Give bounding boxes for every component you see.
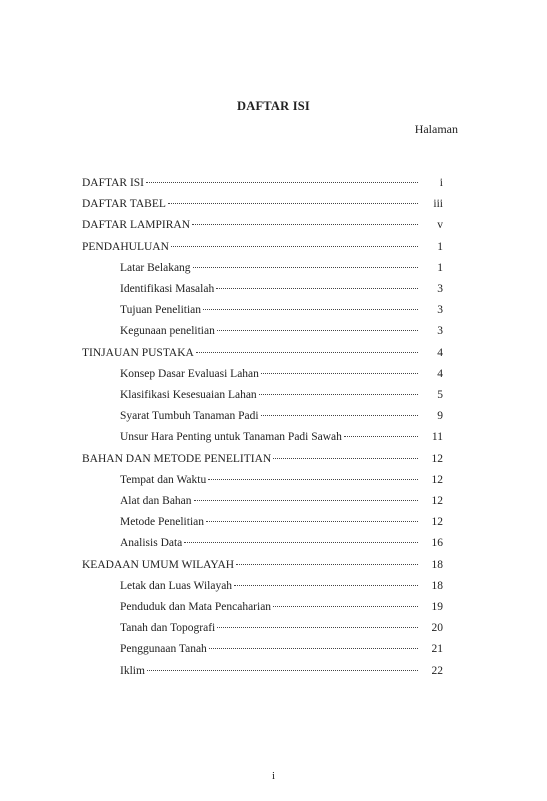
toc-entry-page-number: iii bbox=[433, 198, 443, 211]
toc-entry-label: PENDAHULUAN bbox=[82, 240, 169, 253]
toc-entry-label: Letak dan Luas Wilayah bbox=[120, 579, 233, 592]
toc-entry-page-number: 3 bbox=[437, 325, 443, 338]
toc-entry-page-number: 1 bbox=[437, 261, 443, 274]
footer-page-number: i bbox=[271, 770, 276, 782]
page-column-header: Halaman bbox=[414, 122, 458, 136]
toc-entry-page-wrap bbox=[0, 617, 547, 639]
toc-entry-label: Klasifikasi Kesesuaian Lahan bbox=[120, 389, 257, 401]
toc-entry-page-wrap bbox=[0, 575, 547, 597]
toc-entry-label: Tanah dan Topografi bbox=[120, 622, 216, 635]
toc-entry-page-wrap bbox=[0, 448, 547, 470]
toc-entry-page-wrap bbox=[0, 320, 547, 342]
toc-entry-page-number: i bbox=[439, 177, 443, 189]
toc-entry-page-number: 21 bbox=[431, 643, 443, 656]
toc-entry-page-wrap bbox=[0, 363, 547, 385]
toc-entry-page-number: 11 bbox=[431, 431, 443, 444]
toc-entry-label: DAFTAR LAMPIRAN bbox=[82, 219, 191, 232]
toc-entry-label: Unsur Hara Penting untuk Tanaman Padi Sawah bbox=[120, 431, 342, 444]
toc-entry-page-wrap bbox=[0, 384, 547, 406]
toc-entry-label: KEADAAN UMUM WILAYAH bbox=[82, 558, 235, 571]
toc-entry-page-number: 3 bbox=[437, 304, 443, 317]
toc-entry-page-wrap bbox=[0, 193, 547, 215]
toc-entry-page-number: 20 bbox=[431, 622, 443, 635]
toc-entry-page-wrap bbox=[0, 638, 547, 660]
toc-entry-page-wrap bbox=[0, 426, 547, 448]
toc-entry-page-wrap bbox=[0, 405, 547, 427]
toc-entry-label: Penggunaan Tanah bbox=[120, 643, 207, 656]
toc-entry-page-number: 12 bbox=[431, 516, 443, 529]
toc-entry-page-wrap bbox=[0, 596, 547, 618]
toc-entry-label: TINJAUAN PUSTAKA bbox=[82, 346, 194, 359]
toc-entry-page-wrap bbox=[0, 660, 547, 682]
toc-entry-label: Konsep Dasar Evaluasi Lahan bbox=[120, 367, 259, 380]
toc-entry-page-number: 1 bbox=[437, 240, 443, 253]
toc-entry-page-wrap bbox=[0, 532, 547, 554]
toc-entry-page-number: 4 bbox=[437, 367, 443, 380]
toc-entry-label: Latar Belakang bbox=[120, 261, 191, 274]
page-title: DAFTAR ISI bbox=[237, 99, 310, 113]
toc-entry-page-number: 18 bbox=[431, 579, 443, 592]
toc-entry-page-wrap bbox=[0, 257, 547, 279]
toc-entry-page-wrap bbox=[0, 469, 547, 491]
toc-entry-page-number: 4 bbox=[437, 346, 443, 359]
toc-entry-label: Metode Penelitian bbox=[120, 516, 204, 529]
toc-entry-label: Tujuan Penelitian bbox=[120, 304, 202, 317]
toc-entry-label: Analisis Data bbox=[120, 537, 183, 550]
toc-entry-label: DAFTAR ISI bbox=[82, 177, 145, 189]
toc-entry-page-number: 5 bbox=[437, 389, 443, 401]
toc-entry-page-wrap bbox=[0, 511, 547, 533]
toc-entry-page-number: 22 bbox=[431, 664, 443, 677]
toc-entry-label: Iklim bbox=[120, 664, 145, 677]
toc-entry-page-number: 19 bbox=[431, 601, 443, 613]
toc-entry-page-wrap bbox=[0, 214, 547, 236]
toc-entry-page-wrap bbox=[0, 278, 547, 300]
toc-entry-page-number: 12 bbox=[431, 452, 443, 465]
toc-entry-label: Kegunaan penelitian bbox=[120, 325, 215, 338]
toc-entry-label: Tempat dan Waktu bbox=[120, 473, 207, 486]
toc-entry-page-wrap bbox=[0, 554, 547, 576]
toc-entry-page-number: 16 bbox=[431, 537, 443, 550]
toc-entry-page-number: 18 bbox=[431, 558, 443, 571]
toc-entry-label: Penduduk dan Mata Pencaharian bbox=[120, 601, 272, 613]
toc-entry-page-number: 3 bbox=[437, 283, 443, 295]
toc-entry-label: Identifikasi Masalah bbox=[120, 283, 215, 295]
toc-entry-page-wrap bbox=[0, 299, 547, 321]
toc-entry-page-number: v bbox=[437, 219, 443, 232]
toc-entry-label: BAHAN DAN METODE PENELITIAN bbox=[82, 452, 272, 465]
toc-entry-page-wrap bbox=[0, 172, 547, 194]
toc-entry-page-number: 12 bbox=[431, 495, 443, 507]
toc-entry-page-wrap bbox=[0, 342, 547, 364]
toc-entry-label: Alat dan Bahan bbox=[120, 495, 192, 507]
toc-entry-label: Syarat Tumbuh Tanaman Padi bbox=[120, 410, 259, 423]
toc-entry-page-wrap bbox=[0, 236, 547, 258]
toc-entry-page-number: 9 bbox=[437, 410, 443, 423]
toc-entry-label: DAFTAR TABEL bbox=[82, 198, 166, 211]
toc-entry-page-number: 12 bbox=[431, 473, 443, 486]
toc-entry-page-wrap bbox=[0, 490, 547, 512]
